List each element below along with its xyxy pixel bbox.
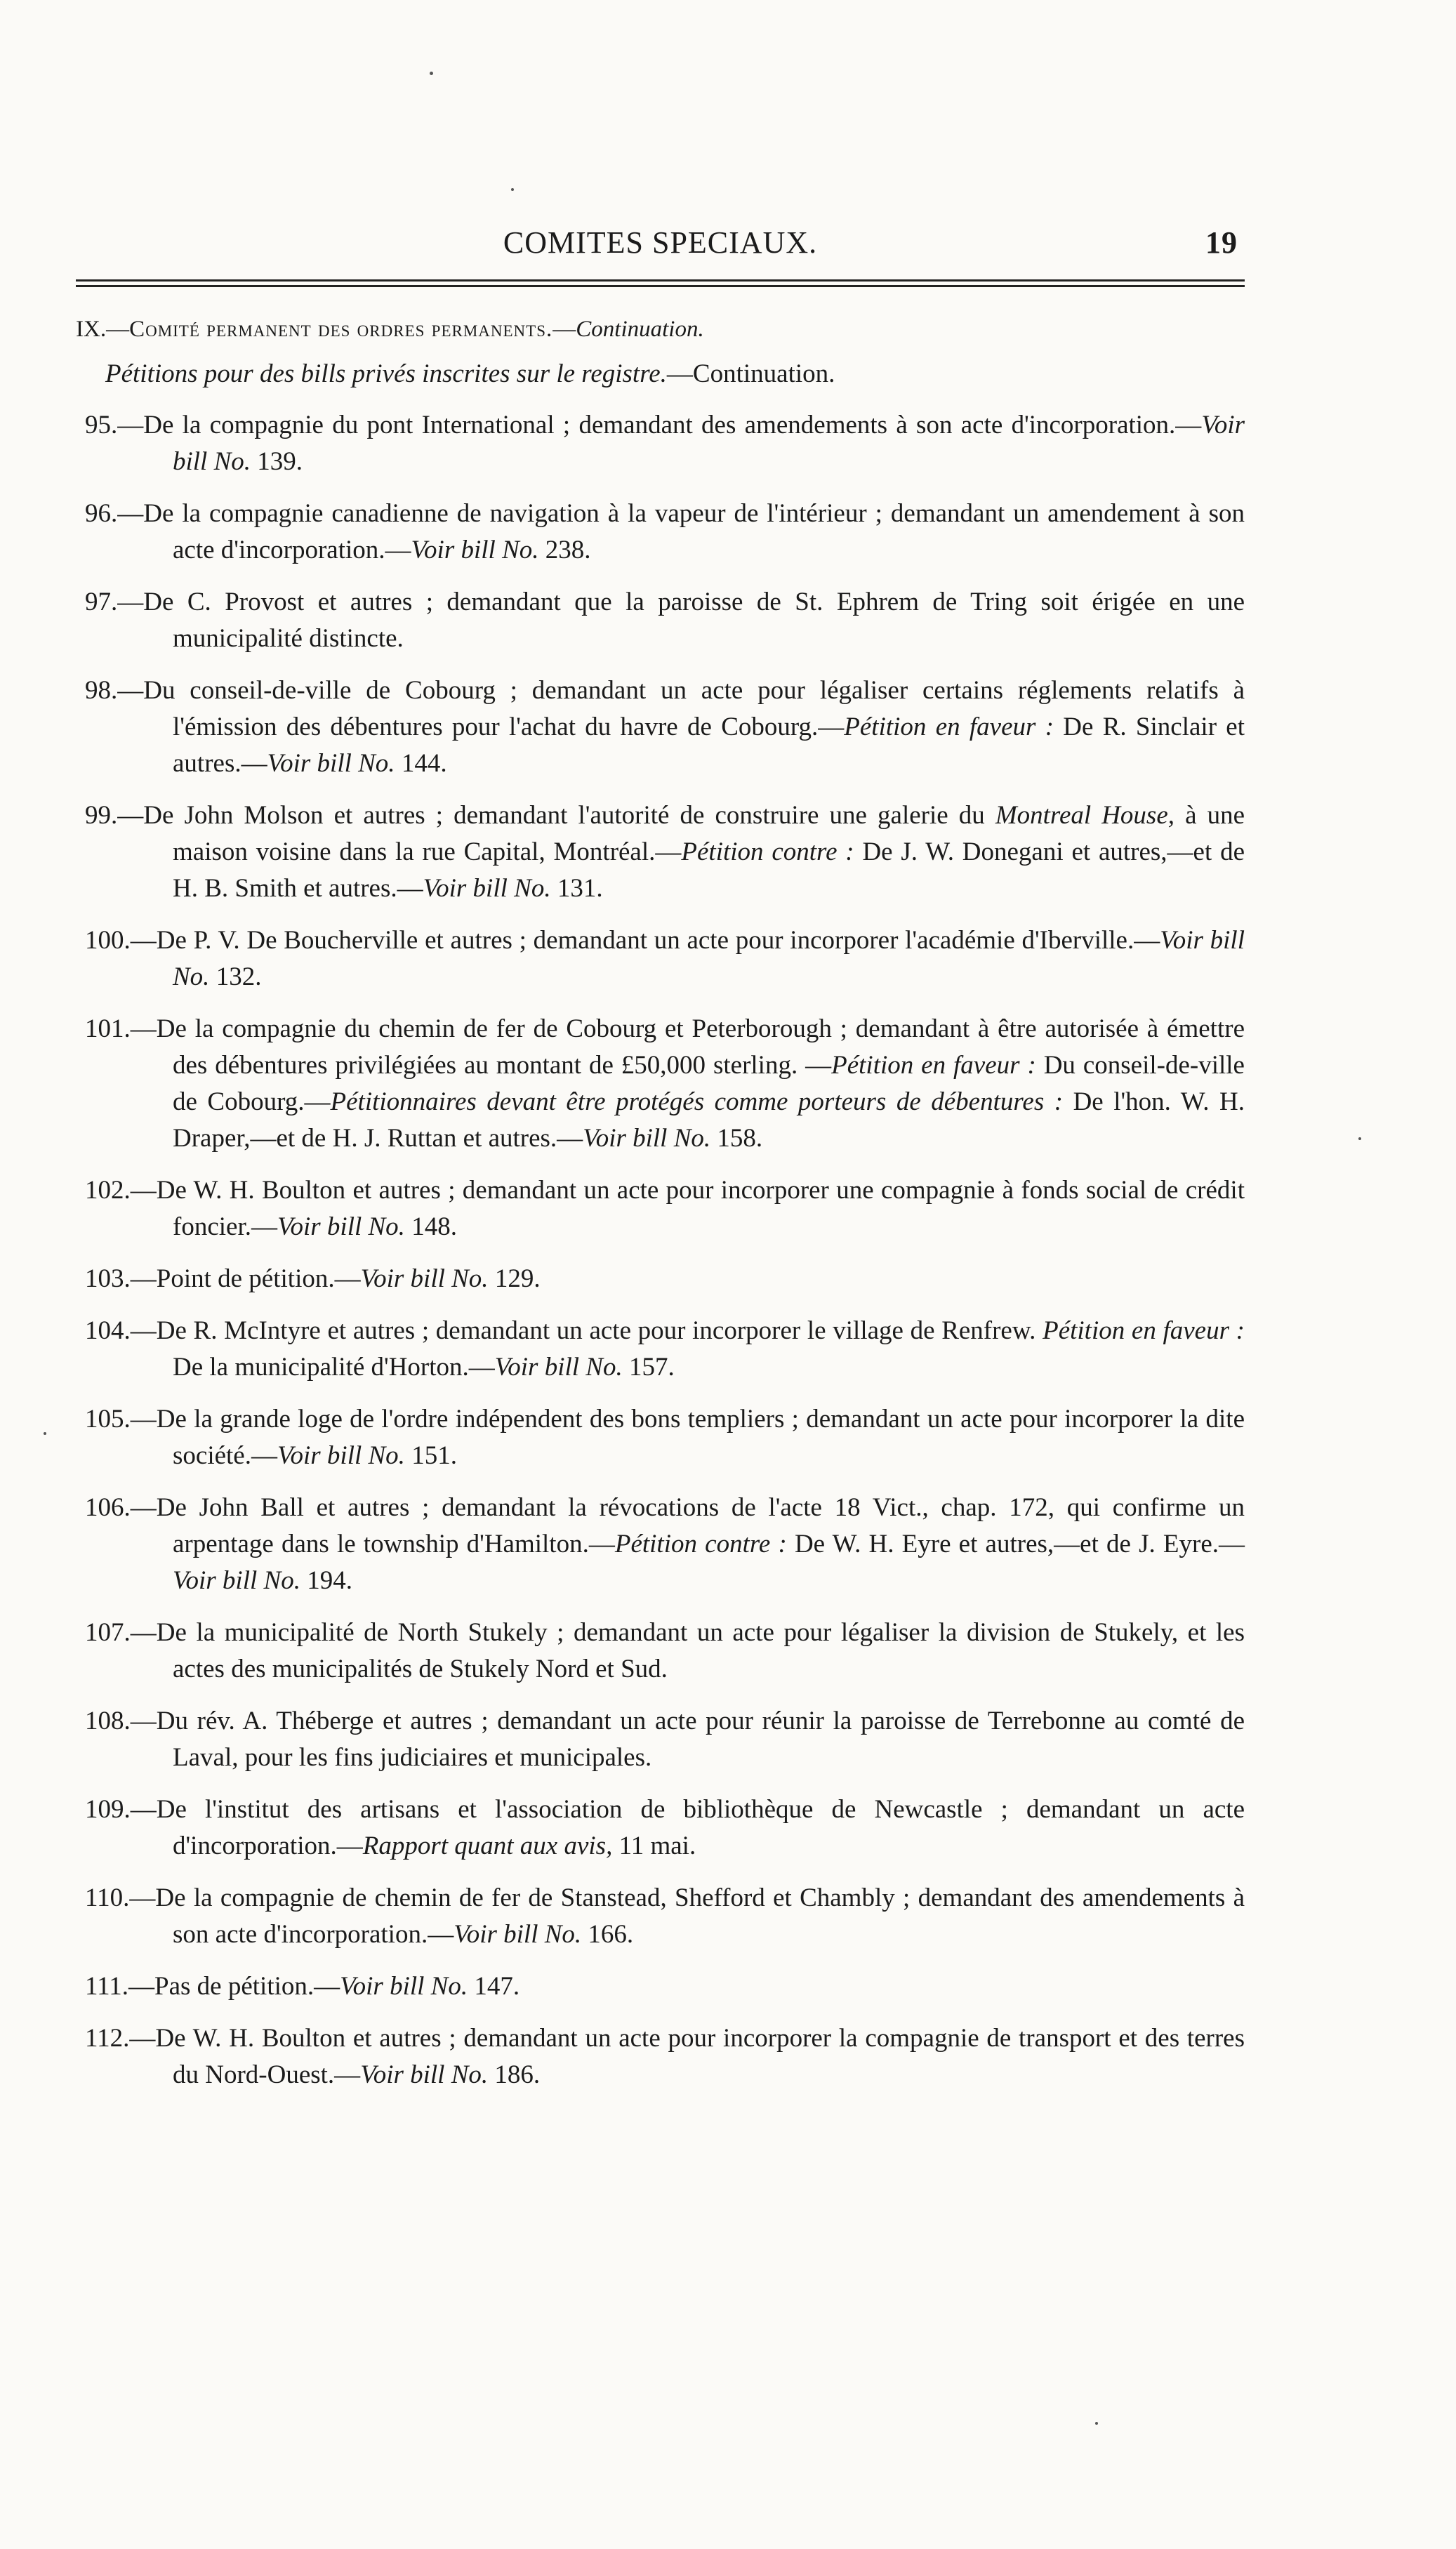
subheading-italic: Pétitions pour des bills privés inscrites sur le registre. (105, 359, 667, 388)
entry-number: 107.— (85, 1618, 157, 1647)
entry-italic-3: Voir bill No. (583, 1124, 711, 1153)
entry-tail: 151. (404, 1441, 457, 1470)
entry-tail: 132. (209, 962, 262, 991)
entry-number: 105.— (85, 1405, 157, 1434)
entry-number: 97.— (85, 588, 144, 616)
section-name: Comité permanent des ordres permanents. (129, 317, 553, 342)
petition-entry-107 (76, 1615, 1245, 1688)
entry-italic: Pétition en faveur : (844, 713, 1054, 741)
entry-tail: 166. (581, 1920, 634, 1949)
entry-italic: Pétition contre : (614, 1530, 787, 1558)
entry-italic: Voir bill No. (340, 1972, 468, 2001)
petition-entry-106 (76, 1490, 1245, 1599)
petition-entry-102 (76, 1172, 1245, 1245)
entry-tail-3: 131. (550, 874, 603, 903)
entry-text: De la compagnie canadienne de navigation à la vapeur de l'intérieur ; demandant un amendement à son acte d'incorporation.— (143, 499, 1245, 564)
entry-text: De la grande loge de l'ordre indépendent des bons templiers ; demandant un acte pour incorporer la dite société.— (156, 1405, 1245, 1470)
entry-text: De John Molson et autres ; demandant l'autorité de construire une galerie du (143, 801, 995, 830)
entry-tail: De la municipalité d'Horton.— (173, 1353, 495, 1382)
petition-entry-101 (76, 1011, 1245, 1157)
paper-speck (511, 188, 514, 191)
entry-text: De W. H. Boulton et autres ; demandant un acte pour incorporer une compagnie à fonds social de crédit foncier.— (156, 1176, 1245, 1241)
entry-tail: Du conseil-de-ville de Cobourg.— (173, 1051, 1245, 1116)
entry-number: 95.— (85, 411, 144, 439)
entry-italic: Voir bill No. (277, 1212, 405, 1241)
entry-italic: Rapport quant aux avis, (362, 1832, 613, 1860)
entry-italic: Voir bill No. (454, 1920, 582, 1949)
entry-text: De John Ball et autres ; demandant la révocations de l'acte 18 Vict., chap. 172, qui confirme un arpentage dans le township d'Hamilton.— (156, 1493, 1245, 1558)
entry-number: 110.— (85, 1883, 156, 1912)
petition-list (76, 407, 1245, 2093)
petition-entry-103 (76, 1261, 1245, 1297)
entry-italic-2: Voir bill No. (494, 1353, 623, 1382)
petition-entry-97 (76, 584, 1245, 657)
entry-italic-2: Pétition contre : (681, 837, 854, 866)
petition-entry-99 (76, 797, 1245, 907)
entry-italic: Voir bill No. (360, 2060, 489, 2089)
entry-tail: 139. (251, 447, 303, 476)
subheading-tail: —Continuation. (666, 359, 835, 388)
page (76, 225, 1245, 2109)
page-number: 19 (1205, 225, 1238, 260)
entry-text: De la compagnie de chemin de fer de Stanstead, Shefford et Chambly ; demandant des amendements à son acte d'incorporation.— (155, 1883, 1245, 1949)
entry-tail: 11 mai. (612, 1832, 696, 1860)
entry-number: 102.— (85, 1176, 157, 1205)
entry-italic-2: Pétitionnaires devant être protégés comme porteurs de débentures : (330, 1087, 1064, 1116)
petition-entry-110 (76, 1880, 1245, 1953)
section-continuation: Continuation. (576, 317, 704, 342)
section-heading (76, 313, 1245, 345)
entry-text: Point de pétition.— (156, 1264, 361, 1293)
entry-text: De W. H. Boulton et autres ; demandant un acte pour incorporer la compagnie de transport et des terres du Nord-Ouest.— (155, 2024, 1245, 2089)
entry-tail-2: 194. (300, 1566, 352, 1595)
entry-italic-3: Voir bill No. (423, 874, 551, 903)
entry-number: 103.— (85, 1264, 157, 1293)
entry-tail-2: 157. (622, 1353, 675, 1382)
entry-number: 100.— (85, 926, 157, 955)
running-title: COMITES SPECIAUX. (503, 225, 818, 260)
entry-italic: Voir bill No. (360, 1264, 489, 1293)
entry-tail-3: 158. (710, 1124, 763, 1153)
petition-entry-105 (76, 1401, 1245, 1474)
section-dash: — (552, 317, 576, 342)
entry-tail: 238. (538, 536, 591, 564)
entry-number: 112.— (85, 2024, 156, 2053)
entry-italic-2: Voir bill No. (173, 1566, 300, 1595)
entry-text: De la municipalité de North Stukely ; demandant un acte pour légaliser la division de Stukely, et les actes des municipalités de Stukely Nord et Sud. (156, 1618, 1245, 1683)
entry-number: 98.— (85, 676, 144, 705)
page-header (76, 225, 1245, 274)
petition-entry-98 (76, 673, 1245, 782)
entry-italic: Pétition en faveur : (1043, 1316, 1245, 1345)
entry-tail: De W. H. Eyre et autres,—et de J. Eyre.— (786, 1530, 1245, 1558)
entry-tail-2: 144. (395, 749, 447, 778)
paper-speck (430, 72, 433, 75)
entry-text: De R. McIntyre et autres ; demandant un acte pour incorporer le village de Renfrew. (156, 1316, 1043, 1345)
entry-text: De P. V. De Boucherville et autres ; demandant un acte pour incorporer l'académie d'Iberville.— (156, 926, 1160, 955)
entry-text: Du rév. A. Théberge et autres ; demandant un acte pour réunir la paroisse de Terrebonne au comté de Laval, pour les fins judiciaires et municipales. (156, 1707, 1245, 1772)
entry-tail: 147. (468, 1972, 520, 2001)
entry-italic: Voir bill No. (173, 926, 1245, 991)
entry-text: De la compagnie du pont International ; demandant des amendements à son acte d'incorporation.— (143, 411, 1202, 439)
paper-speck (1358, 1137, 1361, 1140)
entry-number: 104.— (85, 1316, 157, 1345)
entry-italic: Voir bill No. (411, 536, 539, 564)
subheading (76, 357, 1245, 392)
entry-text: Du conseil-de-ville de Cobourg ; demandant un acte pour légaliser certains réglements relatifs à l'émission des débentures pour l'achat du havre de Cobourg.— (143, 676, 1245, 741)
entry-number: 99.— (85, 801, 144, 830)
petition-entry-100 (76, 922, 1245, 995)
entry-text: De la compagnie du chemin de fer de Cobourg et Peterborough ; demandant à être autorisée à émettre des débentures privilégiées au montant de £50,000 sterling. — (156, 1014, 1245, 1080)
petition-entry-104 (76, 1313, 1245, 1386)
entry-italic-2: Voir bill No. (267, 749, 395, 778)
entry-text: Pas de pétition.— (154, 1972, 340, 2001)
paper-speck (1095, 2422, 1098, 2425)
entry-text: De l'institut des artisans et l'association de bibliothèque de Newcastle ; demandant un acte d'incorporation.— (156, 1795, 1245, 1860)
petition-entry-96 (76, 496, 1245, 569)
petition-entry-95 (76, 407, 1245, 480)
entry-italic: Pétition en faveur : (831, 1051, 1036, 1080)
entry-number: 106.— (85, 1493, 157, 1522)
section-number: IX.— (76, 317, 130, 342)
entry-tail: 186. (488, 2060, 541, 2089)
entry-number: 96.— (85, 499, 144, 528)
header-double-rule (76, 279, 1245, 289)
entry-number: 109.— (85, 1795, 157, 1824)
entry-tail: 148. (404, 1212, 457, 1241)
petition-entry-109 (76, 1792, 1245, 1865)
paper-speck (44, 1432, 46, 1435)
petition-entry-108 (76, 1703, 1245, 1776)
petition-entry-112 (76, 2020, 1245, 2093)
entry-number: 111.— (85, 1972, 155, 2001)
petition-entry-111 (76, 1968, 1245, 2005)
entry-number: 101.— (85, 1014, 157, 1043)
entry-text: De C. Provost et autres ; demandant que la paroisse de St. Ephrem de Tring soit érigée en une municipalité distincte. (143, 588, 1245, 653)
entry-italic: Voir bill No. (277, 1441, 405, 1470)
entry-tail: à une maison voisine dans la rue Capital, Montréal.— (173, 801, 1245, 866)
entry-tail-2: De l'hon. W. H. Draper,—et de H. J. Ruttan et autres.— (173, 1087, 1245, 1153)
entry-italic: Montreal House, (995, 801, 1175, 830)
entry-italic: Voir bill No. (173, 411, 1245, 476)
entry-number: 108.— (85, 1707, 157, 1735)
entry-tail-2: De J. W. Donegani et autres,—et de H. B. Smith et autres.— (173, 837, 1245, 903)
entry-tail: De R. Sinclair et autres.— (173, 713, 1245, 778)
entry-tail: 129. (488, 1264, 541, 1293)
